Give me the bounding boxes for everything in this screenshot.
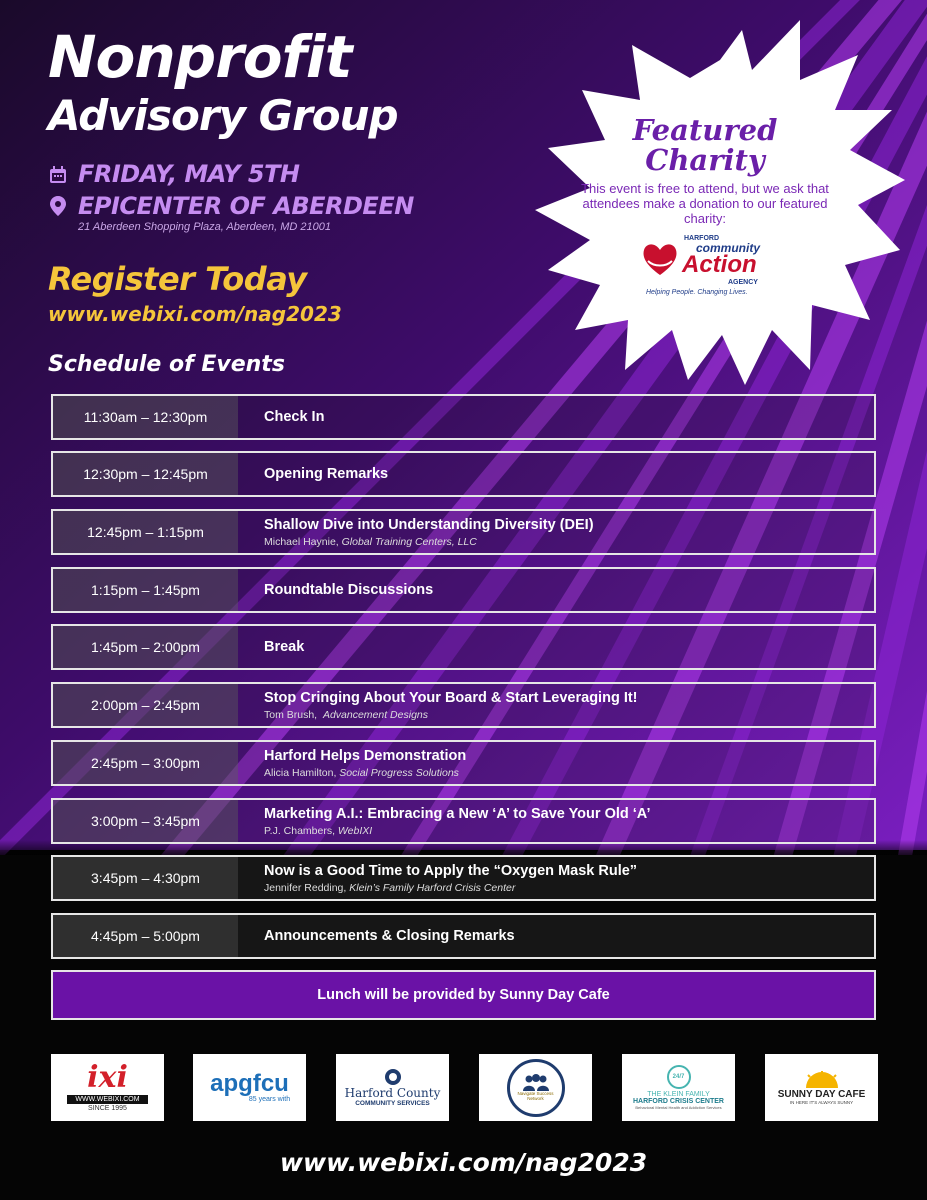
- navigate-badge: [507, 1059, 565, 1117]
- logo-org: HARFORD: [684, 234, 719, 242]
- speaker-name: Jennifer Redding,: [264, 881, 350, 894]
- county-dept: COMMUNITY SERVICES: [355, 1100, 430, 1107]
- schedule-time: 4:45pm – 5:00pm: [53, 915, 238, 957]
- schedule-time: 1:15pm – 1:45pm: [53, 569, 238, 611]
- ixi-since: SINCE 1995: [88, 1105, 127, 1112]
- event-venue: EPICENTER OF ABERDEEN: [78, 192, 414, 220]
- schedule-body: [238, 511, 874, 553]
- session-speaker: [264, 825, 874, 837]
- schedule-row: [51, 567, 876, 613]
- schedule-row: [51, 451, 876, 497]
- people-icon: [521, 1074, 551, 1092]
- schedule-body: [238, 569, 874, 611]
- klein-badge: 24/7: [667, 1065, 691, 1089]
- speaker-name: Michael Haynie,: [264, 535, 342, 548]
- logo-word-2: Action: [682, 250, 757, 278]
- ixi-url: WWW.WEBIXI.COM: [67, 1095, 147, 1104]
- schedule-body: [238, 453, 874, 495]
- speaker-org: Advancement Designs: [322, 708, 428, 721]
- schedule-row: [51, 624, 876, 670]
- session-speaker: [264, 767, 874, 779]
- logo-word-1: community: [696, 240, 761, 255]
- schedule-row: [51, 855, 876, 901]
- featured-text: This event is free to attend, but we ask that attendees make a donation to our featured charity:: [581, 180, 829, 226]
- session-title: Break: [264, 639, 305, 655]
- sun-icon: [800, 1071, 844, 1089]
- schedule-body: [238, 915, 874, 957]
- community-action-logo: [640, 235, 770, 305]
- register-heading: Register Today: [48, 260, 307, 298]
- session-title: Shallow Dive into Understanding Diversity (DEI): [264, 516, 594, 533]
- apgfcu-wordmark: apgfcu: [210, 1070, 289, 1097]
- speaker-org: Global Training Centers, LLC: [341, 535, 477, 548]
- featured-heading-1: Featured: [632, 113, 778, 147]
- schedule-row: [51, 740, 876, 786]
- session-speaker: [264, 709, 874, 721]
- featured-heading-2: Charity: [645, 143, 765, 178]
- sponsor-logo-navigate: [479, 1054, 592, 1121]
- schedule-body: [238, 800, 874, 842]
- klein-line-2: HARFORD CRISIS CENTER: [632, 1098, 724, 1105]
- speaker-name: Alicia Hamilton,: [264, 766, 340, 779]
- heart-hands-icon: [640, 239, 680, 279]
- title-line-2: Advisory Group: [48, 91, 398, 140]
- session-title: Stop Cringing About Your Board & Start Leveraging It!: [264, 689, 638, 706]
- session-title: Announcements & Closing Remarks: [264, 928, 515, 944]
- logo-tagline: Helping People. Changing Lives.: [646, 288, 748, 296]
- schedule-heading: Schedule of Events: [48, 352, 285, 377]
- schedule-time: 2:00pm – 2:45pm: [53, 684, 238, 726]
- apgfcu-tag: 85 years with: [248, 1096, 291, 1103]
- featured-charity: [570, 115, 840, 305]
- map-pin-icon: [49, 195, 67, 217]
- sunny-name: SUNNY DAY CAFE: [777, 1088, 866, 1100]
- schedule-time: 11:30am – 12:30pm: [53, 396, 238, 438]
- ixi-wordmark: ixi: [87, 1060, 128, 1095]
- navigate-name: Navigate Success Network: [517, 1090, 554, 1101]
- schedule-row: [51, 798, 876, 844]
- schedule-body: [238, 396, 874, 438]
- schedule-row: [51, 509, 876, 555]
- sponsor-logo-ixi: [51, 1054, 164, 1121]
- sponsor-logo-klein: [622, 1054, 735, 1121]
- footer-url[interactable]: www.webixi.com/nag2023: [279, 1148, 648, 1177]
- session-title: Check In: [264, 409, 325, 425]
- county-seal-icon: [384, 1068, 402, 1086]
- schedule-time: 12:45pm – 1:15pm: [53, 511, 238, 553]
- calendar-icon: [49, 166, 67, 184]
- title-line-1: Nonprofit: [48, 23, 352, 91]
- schedule-time: 3:45pm – 4:30pm: [53, 857, 238, 899]
- klein-line-1: THE KLEIN FAMILY: [647, 1091, 710, 1098]
- session-title: Now is a Good Time to Apply the “Oxygen Mask Rule”: [264, 862, 638, 879]
- session-speaker: [264, 536, 874, 548]
- speaker-org: WebIXI: [337, 824, 373, 837]
- sunny-tag: IN HERE IT'S ALWAYS SUNNY: [789, 1099, 854, 1105]
- session-speaker: [264, 882, 874, 894]
- schedule-body: [238, 857, 874, 899]
- session-title: Harford Helps Demonstration: [264, 747, 467, 764]
- schedule-time: 2:45pm – 3:00pm: [53, 742, 238, 784]
- schedule-body: [238, 626, 874, 668]
- schedule-time: 3:00pm – 3:45pm: [53, 800, 238, 842]
- sponsor-logo-apgfcu: [193, 1054, 306, 1121]
- event-address: 21 Aberdeen Shopping Plaza, Aberdeen, MD 21001: [78, 221, 331, 233]
- schedule-row: [51, 913, 876, 959]
- speaker-name: P.J. Chambers,: [264, 824, 338, 837]
- sponsor-logo-sunny-day: [765, 1054, 878, 1121]
- schedule-time: 12:30pm – 12:45pm: [53, 453, 238, 495]
- speaker-org: Klein’s Family Harford Crisis Center: [349, 881, 516, 894]
- logo-word-3: AGENCY: [728, 278, 758, 286]
- sponsor-logo-harford-county: [336, 1054, 449, 1121]
- schedule-time: 1:45pm – 2:00pm: [53, 626, 238, 668]
- lunch-note: Lunch will be provided by Sunny Day Cafe: [51, 970, 876, 1020]
- klein-line-3: Behavioral Mental Health and Addiction Services: [635, 1105, 722, 1110]
- speaker-org: Social Progress Solutions: [339, 766, 459, 779]
- session-title: Opening Remarks: [264, 466, 389, 482]
- schedule-row: [51, 682, 876, 728]
- county-name: Harford County: [344, 1086, 441, 1100]
- register-link[interactable]: www.webixi.com/nag2023: [48, 302, 342, 326]
- event-date: FRIDAY, MAY 5TH: [78, 160, 300, 188]
- session-title: Roundtable Discussions: [264, 582, 434, 598]
- speaker-name: Tom Brush,: [264, 708, 323, 721]
- schedule-row: [51, 394, 876, 440]
- session-title: Marketing A.I.: Embracing a New ‘A’ to Save Your Old ‘A’: [264, 805, 651, 822]
- schedule-body: [238, 742, 874, 784]
- schedule-body: [238, 684, 874, 726]
